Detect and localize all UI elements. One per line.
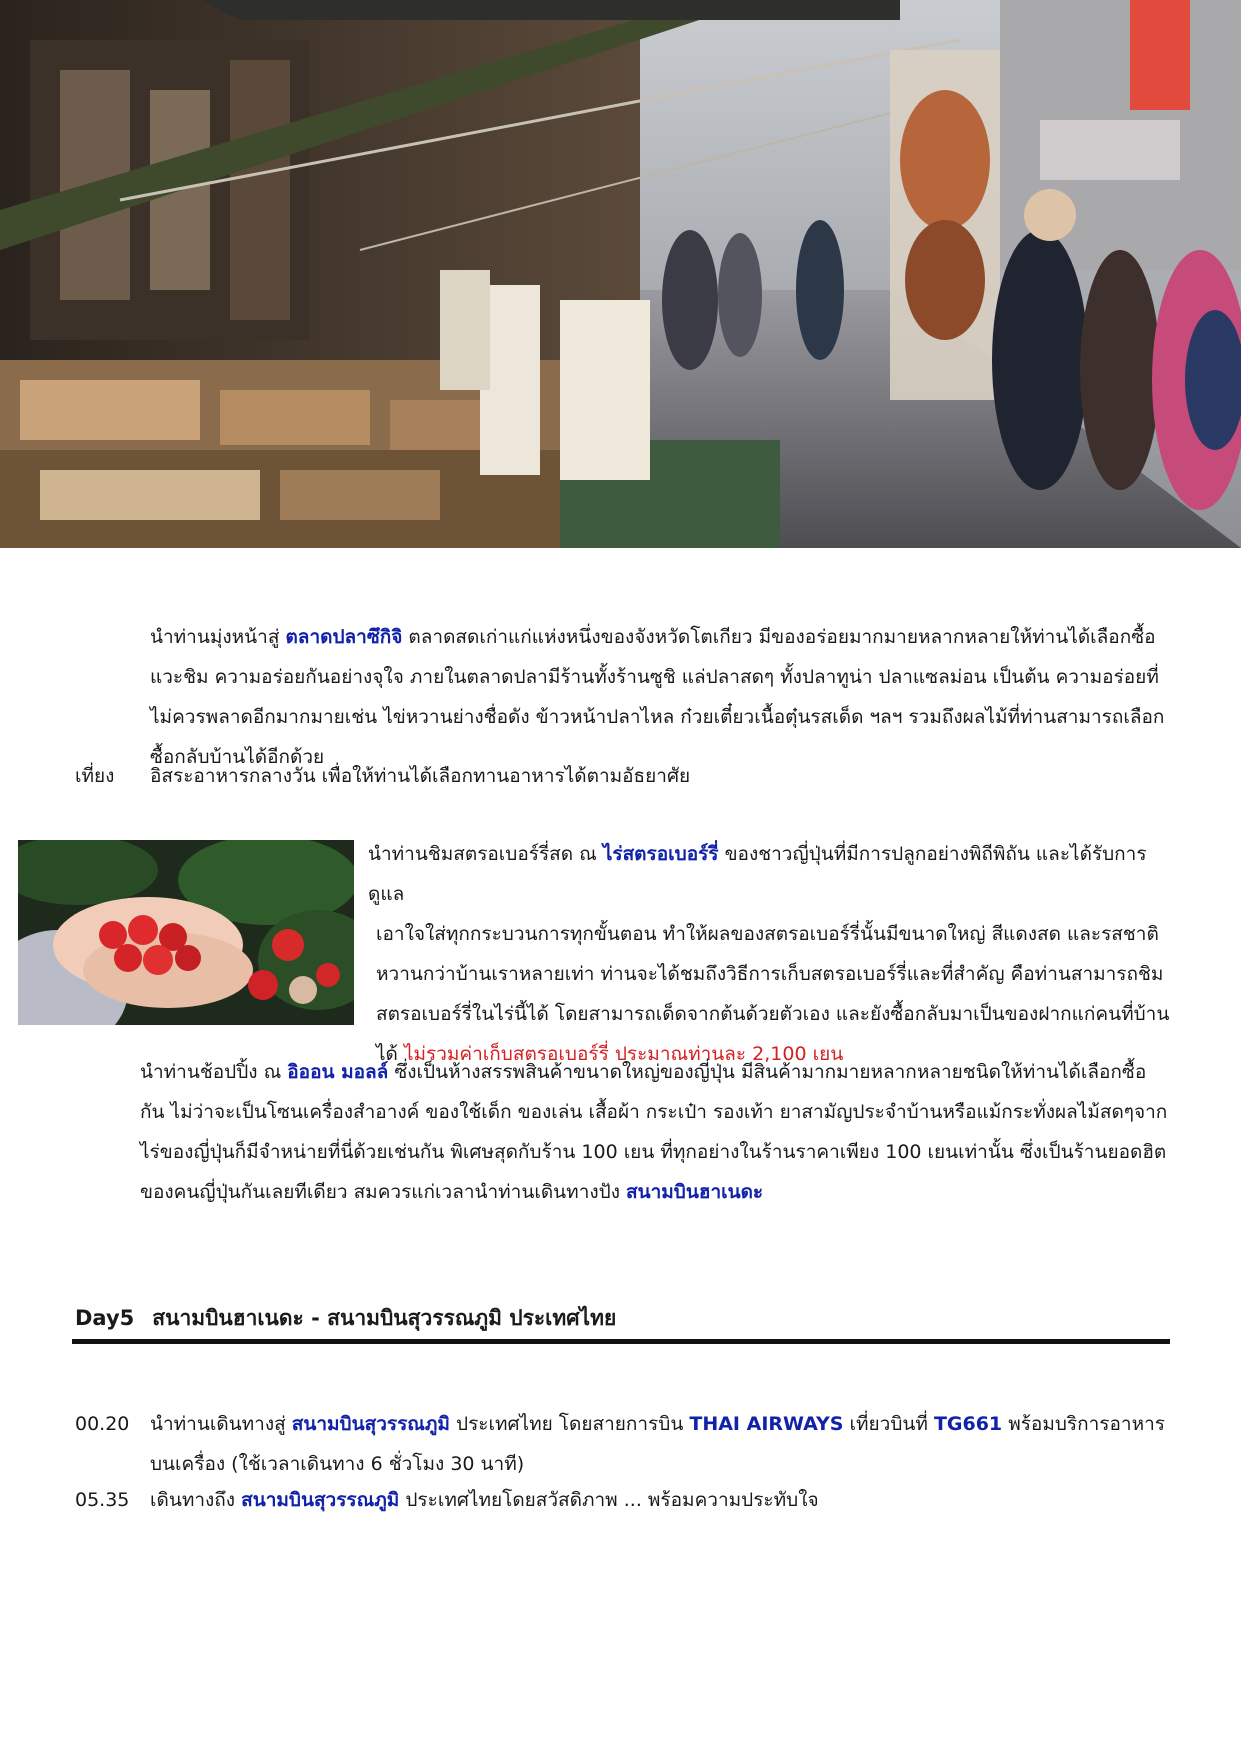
flight-number: TG661 xyxy=(933,1413,1003,1435)
mall-airport: สนามบินฮาเนดะ xyxy=(626,1181,764,1203)
arrival-end: ประเทศไทยโดยสวัสดิภาพ ... พร้อมความประทับใจ xyxy=(399,1489,819,1511)
flight-airline: THAI AIRWAYS xyxy=(689,1413,844,1435)
day5-title: สนามบินฮาเนดะ - สนามบินสุวรรณภูมิ ประเทศไทย xyxy=(152,1306,617,1330)
market-name: ตลาดปลาซึกิจิ xyxy=(285,626,403,648)
strawberry-paragraph xyxy=(368,834,1170,1074)
arrival-intro: เดินทางถึง xyxy=(150,1489,242,1511)
lunch-text: อิสระอาหารกลางวัน เพื่อให้ท่านได้เลือกทานอาหารได้ตามอัธยาศัย xyxy=(150,765,691,787)
strawberry-intro: นำท่านชิมสตรอเบอร์รี่สด ณ xyxy=(368,843,603,865)
flight-desc xyxy=(150,1404,1170,1484)
lunch-time: เที่ยง xyxy=(75,765,115,787)
flight-mid: ประเทศไทย โดยสายการบิน xyxy=(449,1413,690,1435)
strawberry-price-note: ไม่รวมค่าเก็บสตรอเบอร์รี่ ประมาณท่านละ 2,100 เยน xyxy=(403,1043,844,1065)
market-intro: นำท่านมุ่งหน้าสู่ xyxy=(150,626,286,648)
flight-airport: สนามบินสุวรรณภูมิ xyxy=(291,1413,450,1435)
mall-paragraph xyxy=(140,1052,1170,1212)
strawberry-farm-name: ไร่สตรอเบอร์รี่ xyxy=(602,843,719,865)
strawberry-body1: ของชาวญี่ปุ่นที่มีการปลูกอย่างพิถีพิถัน และได้รับการดูแล xyxy=(368,843,1147,905)
market-body: ตลาดสดเก่าแก่แห่งหนึ่งของจังหวัดโตเกียว มีของอร่อยมากมายหลากหลายให้ท่านได้เลือกซื้อแวะชิม ความอร่อยกันอย่างจุใจ ภายในตลาดปลามีร้านทั้งร้านซูชิ แล่ปลาสดๆ ทั้งปลาทูน่า ปลาแซลม่อน เป็นต้น ความอร่อยที่ไม่ควรพลาดอีกมากมายเช่น ไข่หวานย่างชื่อดัง ข้าวหน้าปลาไหล ก๋วยเตี๋ยวเนื้อตุ๋นรสเด็ด ฯลฯ รวมถึงผลไม้ที่ท่านสามารถเลือกซื้อกลับบ้านได้อีกด้วย xyxy=(150,626,1165,768)
day5-heading xyxy=(75,1298,1170,1338)
mall-body: ซึ่งเป็นห้างสรรพสินค้าขนาดใหญ่ของญี่ปุ่น มีสินค้ามากมายหลากหลายชนิดให้ท่านได้เลือกซื้อกัน ไม่ว่าจะเป็นโซนเครื่องสำอางค์ ของใช้เด็ก ของเล่น เสื้อผ้า กระเป๋า รองเท้า ยาสามัญประจำบ้านหรือแม้กระทั่งผลไม้สดๆจากไร่ของญี่ปุ่นก็มีจำหน่ายที่นี่ด้วยเช่นกัน พิเศษสุดกับร้าน 100 เยน ที่ทุกอย่างในร้านราคาเพียง 100 เยนเท่านั้น ซึ่งเป็นร้านยอดฮิตของคนญี่ปุ่นกันเลยทีเดียว สมควรแก่เวลานำท่านเดินทางปัง xyxy=(140,1061,1168,1203)
day5-label: Day5 xyxy=(75,1306,135,1330)
flight-intro: นำท่านเดินทางสู่ xyxy=(150,1413,292,1435)
mall-intro: นำท่านช้อปปิ้ง ณ xyxy=(140,1061,288,1083)
strawberry-first-line xyxy=(368,834,1170,914)
arrival-time: 05.35 xyxy=(75,1489,130,1511)
arrival-desc xyxy=(150,1480,1170,1520)
arrival-airport: สนามบินสุวรรณภูมิ xyxy=(241,1489,400,1511)
mall-name: อิออน มอลล์ xyxy=(287,1061,389,1083)
day5-divider xyxy=(72,1339,1170,1344)
market-street-photo xyxy=(0,0,1241,548)
flight-mid2: เที่ยวบินที่ xyxy=(843,1413,934,1435)
strawberry-rest xyxy=(368,914,1170,1074)
strawberry-body2: เอาใจใส่ทุกกระบวนการทุกขั้นตอน ทำให้ผลของสตรอเบอร์รี่นั้นมีขนาดใหญ่ สีแดงสด และรสชาติหวานกว่าบ้านเราหลายเท่า ท่านจะได้ชมถึงวิธีการเก็บสตรอเบอร์รี่และที่สำคัญ คือท่านสามารถชิมสตรอเบอร์รี่ในไร่นี้ได้ โดยสามารถเด็ดจากต้นด้วยตัวเอง และยังซื้อกลับมาเป็นของฝากแก่คนที่บ้านได้ xyxy=(376,923,1170,1065)
flight-end: พร้อมบริการอาหารบนเครื่อง (ใช้เวลาเดินทาง 6 ชั่วโมง 30 นาที) xyxy=(150,1413,1165,1475)
strawberry-hands-photo xyxy=(18,840,354,1025)
flight-time: 00.20 xyxy=(75,1413,130,1435)
market-paragraph xyxy=(150,617,1170,777)
